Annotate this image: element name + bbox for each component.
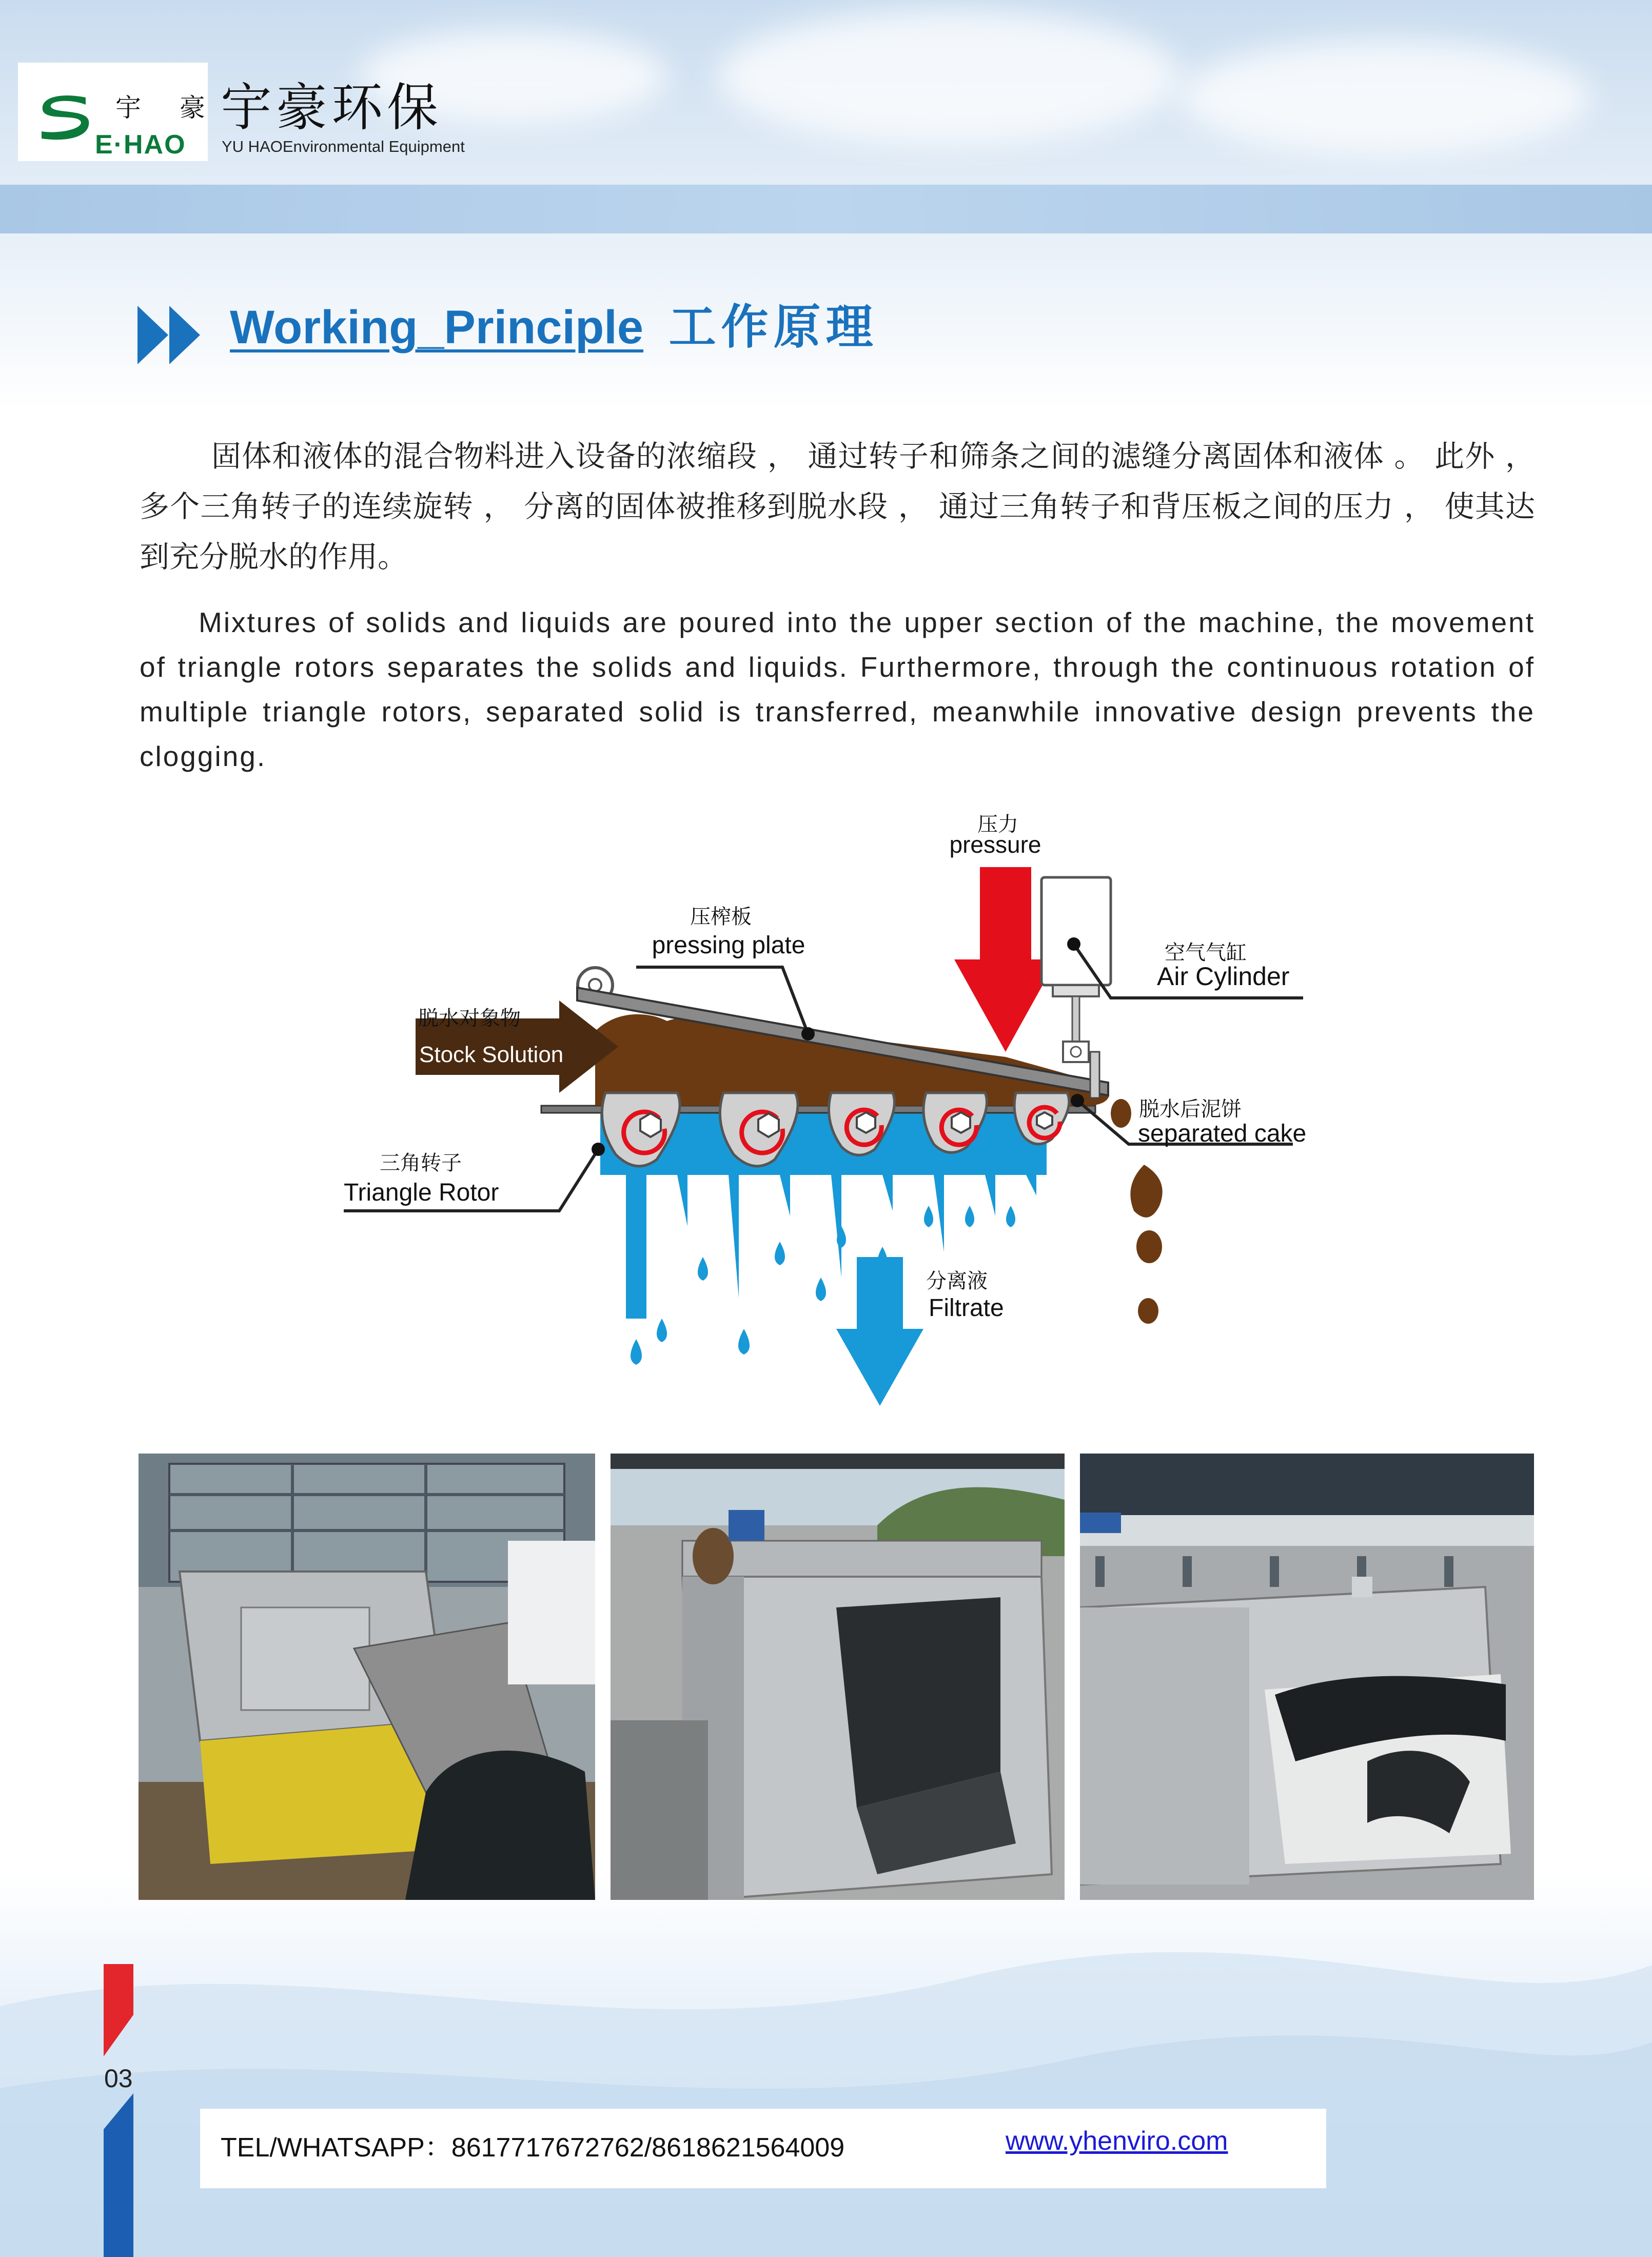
air-cylinder-icon — [1041, 877, 1111, 1062]
footer-tel: TEL/WHATSAPP：8617717672762/8618621564009 — [221, 2133, 845, 2163]
pressure-label-en: pressure — [949, 831, 1041, 858]
footer-website-link[interactable]: www.yhenviro.com — [1006, 2126, 1228, 2156]
cylinder-label-cn: 空气气缸 — [1165, 941, 1247, 964]
plate-label-cn: 压榨板 — [690, 906, 752, 928]
section-title-cn: 工作原理 — [668, 301, 878, 354]
paragraph-chinese: 固体和液体的混合物料进入设备的浓缩段 ， 通过转子和筛条之间的滤缝分离固体和液体 。 此外 ， 多个三角转子的连续旋转 ， 分离的固体被推移到脱水段 ， 通过三角转子和背压板之间的压力 ， 使其达到充分脱水的作用。 — [140, 439, 1535, 574]
stock-label-cn: 脱水对象物 — [418, 1007, 521, 1030]
pressure-label-cn: 压力 — [977, 813, 1018, 836]
paragraph-english: Mixtures of solids and liquids are poured into the upper section of the machine, the movement of triangle rotors separates the solids and liquids. Furthermore, through the continuous rotation of multiple triangle rotors, separated solid is transferred, meanwhile innovative design prevents the clogging. — [140, 606, 1535, 772]
filtrate-label-cn: 分离液 — [926, 1270, 988, 1292]
machine-photo-2 — [611, 1454, 1065, 1900]
header-band — [0, 185, 1652, 233]
rotor-label-cn: 三角转子 — [380, 1152, 462, 1174]
water-background — [0, 1873, 1652, 2257]
cake-label-en: separated cake — [1138, 1120, 1307, 1147]
working-principle-diagram — [328, 806, 1365, 1411]
section-title-en: Working_Principle — [230, 301, 644, 354]
logo — [18, 63, 208, 161]
brand-name-en: YU HAOEnvironmental Equipment — [222, 138, 465, 155]
cylinder-label-en: Air Cylinder — [1157, 962, 1290, 991]
page-number: 03 — [104, 2064, 133, 2093]
logo-s-icon — [40, 91, 91, 143]
logo-char-left: 宇 — [115, 93, 141, 123]
logo-char-right: 豪 — [180, 93, 205, 123]
filtrate-label-en: Filtrate — [929, 1294, 1004, 1322]
rotor-label-en: Triangle Rotor — [344, 1179, 499, 1206]
filtrate-arrow-icon — [836, 1257, 923, 1406]
section-title — [230, 302, 878, 354]
plate-label-en: pressing plate — [652, 932, 805, 959]
machine-photo-1 — [139, 1454, 595, 1900]
machine-photo-3 — [1080, 1454, 1534, 1900]
logo-latin: E·HAO — [95, 130, 186, 160]
stock-label-en: Stock Solution — [419, 1042, 564, 1067]
cake-label-cn: 脱水后泥饼 — [1139, 1098, 1242, 1121]
brand-name-cn: 宇豪环保 — [221, 77, 442, 138]
section-arrows-icon — [137, 306, 204, 364]
